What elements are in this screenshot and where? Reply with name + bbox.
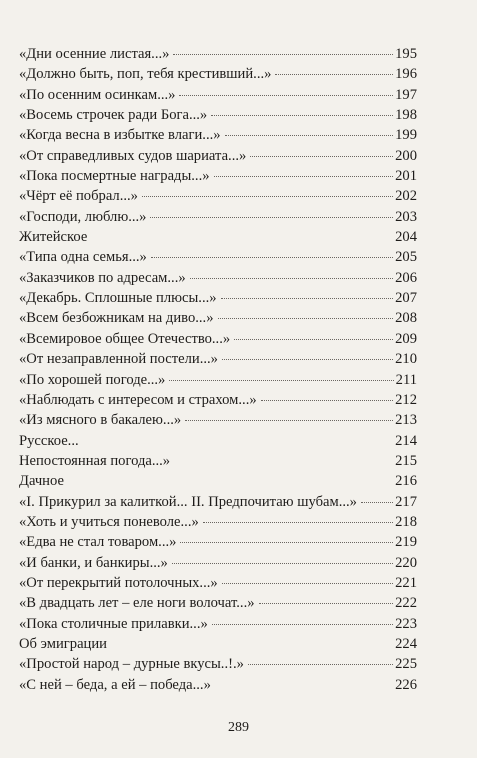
toc-entry-title: «Дни осенние листая...»	[19, 46, 170, 62]
toc-entry	[19, 532, 417, 552]
toc-entry-page: 222	[395, 595, 417, 612]
toc-entry	[19, 370, 417, 390]
toc-entry	[19, 105, 417, 125]
toc-entry	[19, 593, 417, 613]
toc-entry-page: 225	[395, 656, 417, 673]
dot-leader	[185, 420, 393, 421]
toc-entry	[19, 349, 417, 369]
toc-entry-page: 210	[395, 351, 417, 368]
toc-entry	[19, 207, 417, 227]
toc-entry	[19, 431, 417, 451]
dot-leader	[142, 196, 393, 197]
toc-entry	[19, 390, 417, 410]
toc-entry-page: 195	[395, 46, 417, 62]
dot-leader	[203, 522, 393, 523]
toc-entry	[19, 247, 417, 267]
dot-leader	[173, 54, 393, 55]
toc-entry	[19, 512, 417, 532]
dot-leader	[214, 176, 394, 177]
toc-entry-page: 215	[395, 452, 417, 469]
dot-leader	[211, 115, 393, 116]
toc-entry	[19, 634, 417, 654]
toc-entry-title: «По хорошей погоде...»	[19, 371, 166, 388]
toc-entry	[19, 675, 417, 695]
toc-entry	[19, 553, 417, 573]
toc-entry-page: 207	[395, 290, 417, 307]
toc-entry	[19, 471, 417, 491]
toc-entry-page: 202	[395, 188, 417, 205]
dot-leader	[248, 664, 393, 665]
toc-entry-title: «Хоть и учиться поневоле...»	[19, 513, 199, 530]
dot-leader	[169, 380, 393, 381]
toc-entry-page: 226	[395, 676, 417, 693]
dot-leader	[234, 339, 393, 340]
toc-entry-title: «Заказчиков по адресам...»	[19, 269, 186, 286]
toc-entry-page: 197	[395, 86, 417, 103]
toc-entry	[19, 573, 417, 593]
toc-entry-title: «Декабрь. Сплошные плюсы...»	[19, 290, 217, 307]
toc-entry-page: 216	[395, 473, 417, 490]
toc-entry-page: 218	[395, 513, 417, 530]
toc-entry-title: «Господи, люблю...»	[19, 208, 147, 225]
dot-leader	[259, 603, 394, 604]
toc-entry-page: 219	[395, 534, 417, 551]
toc-entry-title: «Должно быть, поп, тебя крестивший...»	[19, 66, 272, 83]
toc-entry	[19, 85, 417, 105]
dot-leader	[212, 624, 393, 625]
dot-leader	[275, 74, 393, 75]
toc-entry	[19, 146, 417, 166]
toc-entry-title: «Чёрт её побрал...»	[19, 188, 138, 205]
toc-entry-page: 209	[395, 330, 417, 347]
toc-entry-page: 201	[395, 168, 417, 185]
dot-leader	[225, 135, 394, 136]
toc-entry-page: 213	[395, 412, 417, 429]
dot-leader	[150, 217, 393, 218]
toc-entry	[19, 288, 417, 308]
page-number: 289	[228, 720, 249, 735]
toc-entry-page: 212	[395, 391, 417, 408]
toc-entry	[19, 451, 417, 471]
toc-entry-page: 217	[395, 493, 417, 510]
dot-leader	[222, 359, 393, 360]
dot-leader	[250, 156, 393, 157]
dot-leader	[261, 400, 393, 401]
toc-entry-title: «Простой народ – дурные вкусы..!.»	[19, 656, 244, 673]
toc-entry	[19, 227, 417, 247]
toc-entry-title: Русское...	[19, 432, 79, 449]
toc-entry-page: 198	[395, 107, 417, 124]
toc-entry-title: «С ней – беда, а ей – победа...»	[19, 676, 211, 693]
toc-entry-title: Об эмиграции	[19, 635, 107, 652]
toc-entry-title: «Едва не стал товаром...»	[19, 534, 177, 551]
toc-entry-page: 196	[395, 66, 417, 83]
toc-entry-page: 211	[395, 371, 417, 388]
toc-entry-title: «Восемь строчек ради Бога...»	[19, 107, 208, 124]
toc-entry-title: «Всемировое общее Отечество...»	[19, 330, 231, 347]
toc-entry-page: 206	[395, 269, 417, 286]
toc-entry	[19, 329, 417, 349]
dot-leader	[151, 257, 393, 258]
toc-entry-title: «I. Прикурил за калиткой... II. Предпочитаю шубам...»	[19, 493, 357, 510]
dot-leader	[221, 298, 394, 299]
dot-leader	[190, 278, 393, 279]
toc-entry	[19, 64, 417, 84]
toc-entry	[19, 492, 417, 512]
toc-entry-title: Непостоянная погода...»	[19, 452, 171, 469]
toc-entry-page: 200	[395, 147, 417, 164]
toc-entry	[19, 410, 417, 430]
dot-leader	[218, 318, 394, 319]
toc-entry-title: «Пока посмертные награды...»	[19, 168, 210, 185]
toc-entry-page: 208	[395, 310, 417, 327]
toc-entry-page: 203	[395, 208, 417, 225]
toc-entry-title: «От незаправленной постели...»	[19, 351, 218, 368]
toc-entry	[19, 166, 417, 186]
toc-entry-page: 204	[395, 229, 417, 246]
toc-entry-page: 224	[395, 635, 417, 652]
toc-entry-title: «Пока столичные прилавки...»	[19, 615, 208, 632]
toc-entry-title: Дачное	[19, 473, 64, 490]
toc-entry-title: «По осенним осинкам...»	[19, 86, 176, 103]
toc-entry-page: 199	[395, 127, 417, 144]
toc-entry-page: 205	[395, 249, 417, 266]
toc-entry	[19, 308, 417, 328]
toc-entry	[19, 186, 417, 206]
toc-entry	[19, 614, 417, 634]
toc-entry-title: «От справедливых судов шариата...»	[19, 147, 247, 164]
toc-entry	[19, 125, 417, 145]
toc-entry	[19, 268, 417, 288]
table-of-contents	[19, 44, 417, 695]
toc-entry-title: «Из мясного в бакалею...»	[19, 412, 182, 429]
toc-entry-title: «Всем безбожникам на диво...»	[19, 310, 214, 327]
toc-entry	[19, 654, 417, 674]
toc-entry-page: 220	[395, 554, 417, 571]
toc-entry-title: Житейское	[19, 229, 88, 246]
toc-entry-title: «Типа одна семья...»	[19, 249, 147, 266]
dot-leader	[222, 583, 393, 584]
toc-entry-title: «И банки, и банкиры...»	[19, 554, 168, 571]
toc-entry-title: «От перекрытий потолочных...»	[19, 574, 218, 591]
toc-entry-page: 221	[395, 574, 417, 591]
toc-entry-page: 223	[395, 615, 417, 632]
dot-leader	[361, 502, 393, 503]
toc-entry-title: «В двадцать лет – еле ноги волочат...»	[19, 595, 255, 612]
toc-entry-title: «Наблюдать с интересом и страхом...»	[19, 391, 257, 408]
dot-leader	[180, 542, 393, 543]
dot-leader	[179, 95, 393, 96]
dot-leader	[172, 563, 393, 564]
toc-entry	[19, 44, 417, 64]
toc-entry-page: 214	[395, 432, 417, 449]
toc-entry-title: «Когда весна в избытке влаги...»	[19, 127, 221, 144]
